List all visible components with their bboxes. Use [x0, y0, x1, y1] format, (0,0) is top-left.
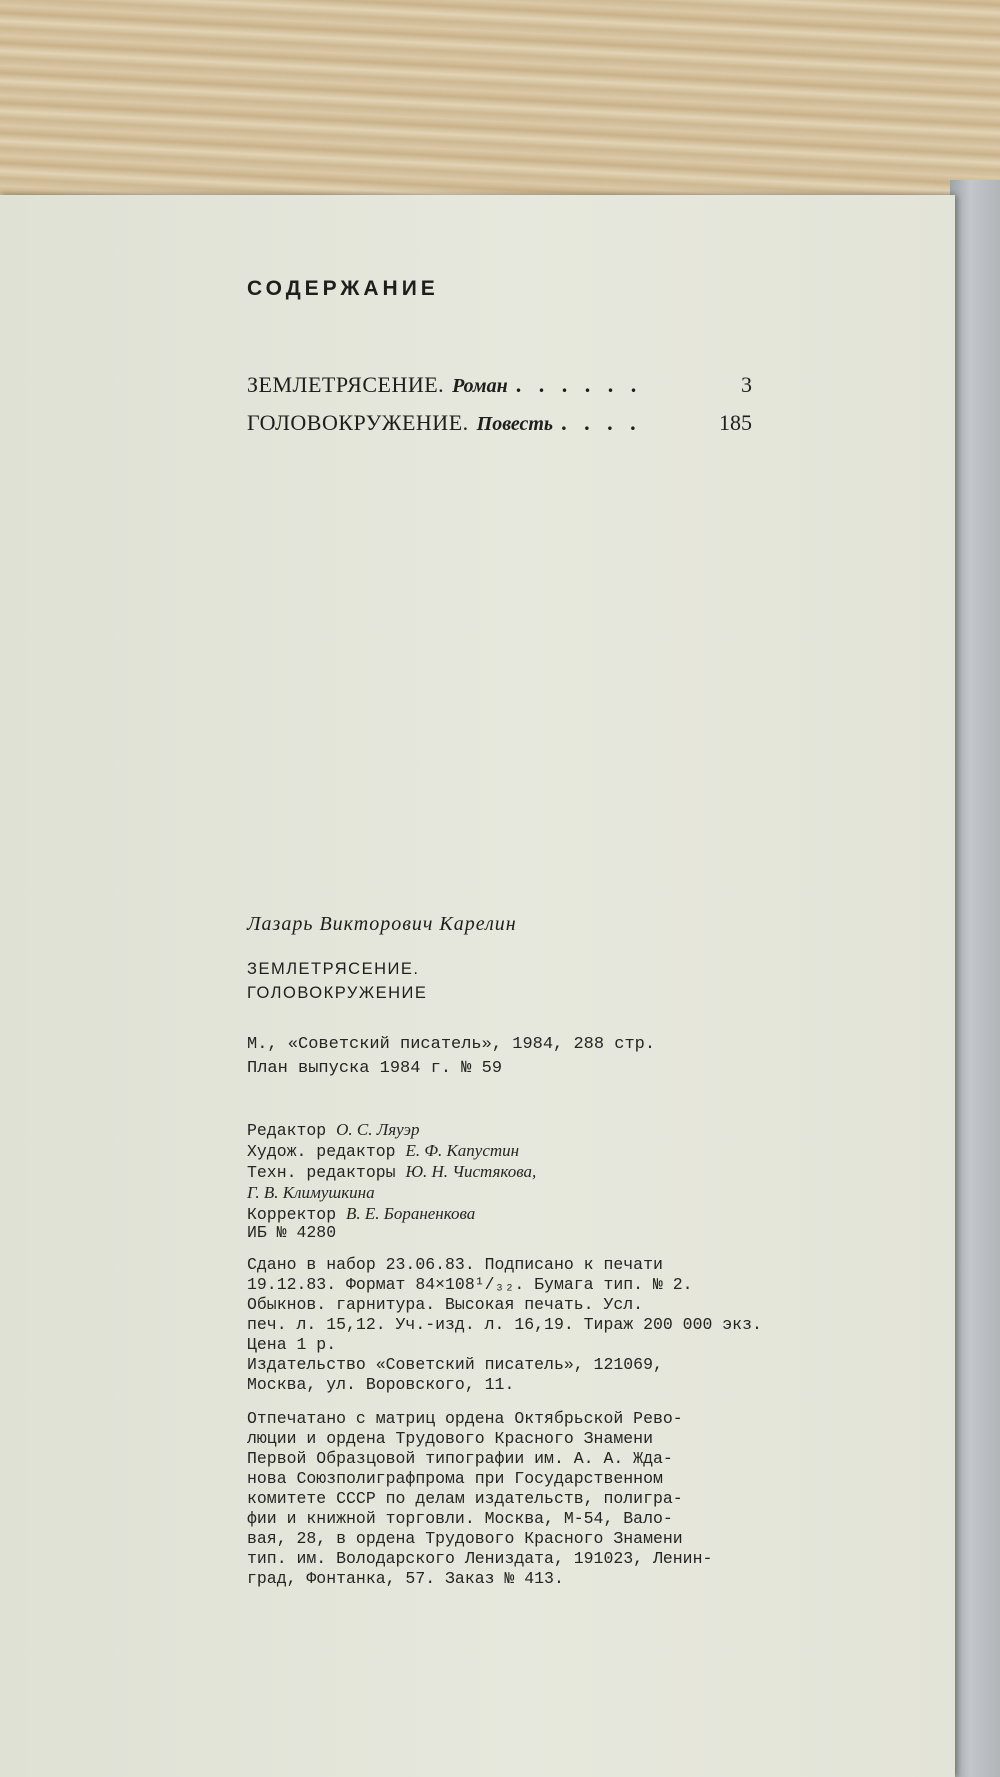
staff-name: О. С. Ляуэр	[336, 1120, 420, 1139]
staff-line	[247, 1120, 767, 1141]
staff-role: Худож. редактор	[247, 1142, 396, 1161]
tech-line: 19.12.83. Формат 84×108¹/₃₂. Бумага тип. № 2.	[247, 1275, 693, 1294]
printer-info	[247, 1409, 767, 1589]
staff-role: Техн. редакторы	[247, 1163, 396, 1182]
staff-name: Е. Ф. Капустин	[405, 1141, 520, 1160]
toc-page-number: 185	[719, 410, 752, 435]
book-cover-edge	[950, 180, 1000, 1777]
printer-line: комитете СССР по делам издательств, полигра-	[247, 1489, 683, 1508]
staff-line	[247, 1141, 767, 1162]
printer-line: град, Фонтанка, 57. Заказ № 413.	[247, 1569, 564, 1588]
printer-line: Отпечатано с матриц ордена Октябрьской Рево-	[247, 1409, 683, 1428]
printer-line: вая, 28, в ордена Трудового Красного Знамени	[247, 1529, 683, 1548]
staff-line	[247, 1204, 767, 1225]
toc-entry-genre: Повесть	[476, 413, 554, 435]
printer-line: фии и книжной торговли. Москва, М-54, Вало-	[247, 1509, 673, 1528]
editorial-staff	[247, 1120, 767, 1225]
plan-line: План выпуска 1984 г. № 59	[247, 1059, 503, 1078]
staff-name: В. Е. Бораненкова	[346, 1204, 476, 1223]
book-title-line: ГОЛОВОКРУЖЕНИЕ	[247, 984, 428, 1002]
toc-leader-dots: . . . .	[561, 410, 642, 435]
book-title-line: ЗЕМЛЕТРЯСЕНИЕ.	[247, 960, 420, 978]
book-title	[247, 957, 427, 1005]
printer-line: Первой Образцовой типографии им. А. А. Жда-	[247, 1449, 673, 1468]
toc-page-number: 3	[741, 372, 752, 397]
staff-line	[247, 1183, 767, 1204]
publication-info	[247, 1033, 767, 1081]
printer-line: люции и ордена Трудового Красного Знамени	[247, 1429, 653, 1448]
author-name: Лазарь Викторович Карелин	[247, 913, 517, 935]
tech-line: Обыкнов. гарнитура. Высокая печать. Усл.	[247, 1295, 644, 1314]
technical-details	[247, 1255, 767, 1355]
tech-line: печ. л. 15,12. Уч.-изд. л. 16,19. Тираж 200 000 экз.	[247, 1315, 762, 1334]
ib-line: ИБ № 4280	[247, 1223, 337, 1242]
printer-line: тип. им. Володарского Лениздата, 191023, Ленин-	[247, 1549, 713, 1568]
ib-number	[247, 1223, 767, 1243]
publisher-address	[247, 1355, 767, 1395]
staff-line	[247, 1162, 767, 1183]
toc-entry-genre: Роман	[452, 375, 508, 397]
staff-name: Г. В. Климушкина	[247, 1183, 375, 1202]
staff-role: Корректор	[247, 1205, 337, 1224]
publication-line: М., «Советский писатель», 1984, 288 стр.	[247, 1035, 656, 1054]
toc-entry-2	[247, 410, 752, 444]
printer-line: нова Союзполиграфпрома при Государственном	[247, 1469, 663, 1488]
publisher-line: Издательство «Советский писатель», 121069,	[247, 1355, 663, 1374]
book-page	[0, 195, 955, 1777]
tech-line: Сдано в набор 23.06.83. Подписано к печати	[247, 1255, 663, 1274]
wooden-table-background	[0, 0, 1000, 215]
publisher-line: Москва, ул. Воровского, 11.	[247, 1375, 515, 1394]
staff-role: Редактор	[247, 1121, 327, 1140]
toc-leader-dots: . . . . . .	[515, 372, 643, 397]
toc-entry-1	[247, 372, 752, 406]
toc-entry-title: ГОЛОВОКРУЖЕНИЕ.	[247, 410, 469, 435]
toc-entry-title: ЗЕМЛЕТРЯСЕНИЕ.	[247, 372, 445, 397]
tech-line: Цена 1 р.	[247, 1335, 337, 1354]
staff-name: Ю. Н. Чистякова,	[405, 1162, 537, 1181]
toc-heading: СОДЕРЖАНИЕ	[247, 277, 439, 300]
